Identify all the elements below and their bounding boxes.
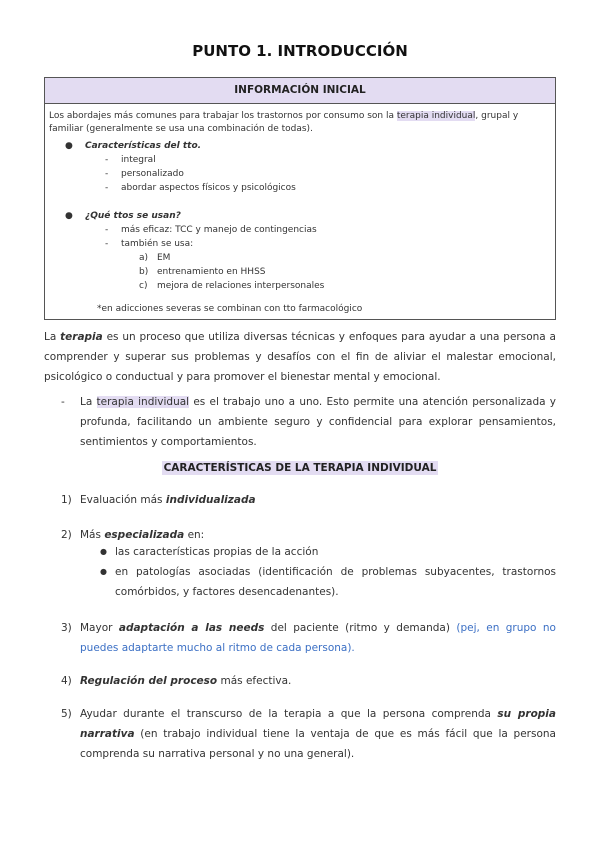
char-item: integral bbox=[121, 155, 156, 165]
list-item bbox=[80, 704, 556, 764]
list-item bbox=[80, 671, 556, 691]
terapia-paragraph bbox=[44, 327, 556, 387]
intro-highlight: terapia individual bbox=[396, 111, 476, 121]
sub-item: en patologías asociadas (identificación de problemas subyacentes, trastornos comórbidos, y factores desencadenantes). bbox=[115, 566, 556, 598]
item-text-end: (en trabajo individual tiene la ventaja de que es más fácil que la persona comprenda su narrativa personal y no una general). bbox=[80, 728, 556, 760]
intro-text: Los abordajes más comunes para trabajar los trastornos por consumo son la bbox=[49, 111, 397, 121]
item-text-end: en: bbox=[184, 529, 205, 541]
section-title bbox=[0, 462, 600, 474]
item-bold: individualizada bbox=[165, 494, 256, 506]
dash-text-end: es el trabajo uno a uno. Esto permite una atención personalizada y profunda, facilitando un ambiente seguro y confidencial para explorar pensamientos, sentimientos y comportamientos. bbox=[80, 396, 556, 448]
sub-letter: a) bbox=[139, 253, 149, 263]
individual-paragraph bbox=[80, 392, 556, 452]
para-text-end: es un proceso que utiliza diversas técnicas y enfoques para ayudar a una persona a comprender y superar sus problemas y desafíos con el fin de aliviar el malestar emocional, psicológico o conductual y para promover el bienestar mental y emocional. bbox=[44, 331, 556, 383]
bullet-dot-icon: ● bbox=[100, 567, 107, 576]
section-title-text: CARACTERÍSTICAS DE LA TERAPIA INDIVIDUAL bbox=[163, 462, 437, 474]
item-note-blue: (pej, en grupo no puedes adaptarte mucho al ritmo de cada persona). bbox=[80, 622, 556, 654]
sub-item: entrenamiento en HHSS bbox=[157, 267, 266, 277]
item-text-mid: del paciente (ritmo y demanda) bbox=[264, 622, 457, 634]
info-box-header: INFORMACIÓN INICIAL bbox=[45, 78, 555, 104]
item-number: 3) bbox=[61, 622, 72, 634]
item-bold: su propia narrativa bbox=[80, 708, 556, 740]
para-bold: terapia bbox=[60, 331, 103, 343]
list-item bbox=[80, 618, 556, 658]
item-text: Más bbox=[80, 529, 105, 541]
item-text: Ayudar durante el transcurso de la terapia a que la persona comprenda bbox=[80, 708, 498, 720]
dash-icon: - bbox=[105, 183, 109, 193]
dash-icon: - bbox=[105, 169, 109, 179]
char-item: personalizado bbox=[121, 169, 184, 179]
sub-letter: c) bbox=[139, 281, 148, 291]
item-bold: Regulación del proceso bbox=[80, 675, 218, 687]
item-bold: especializada bbox=[104, 529, 185, 541]
bullet-dot-icon: ● bbox=[65, 141, 73, 151]
dash-text: La bbox=[80, 396, 97, 408]
item-bold: adaptación a las needs bbox=[118, 622, 265, 634]
intro-text-end: , grupal y familiar (generalmente se usa una combinación de todas). bbox=[49, 111, 519, 134]
list-item bbox=[80, 490, 556, 510]
ttos-item: más eficaz: TCC y manejo de contingencias bbox=[121, 225, 317, 235]
dash-highlight: terapia individual bbox=[96, 396, 190, 408]
info-box bbox=[44, 77, 556, 320]
item-text: Evaluación más bbox=[80, 494, 166, 506]
dash-icon: - bbox=[61, 396, 65, 408]
info-note: *en adicciones severas se combinan con tto farmacológico bbox=[97, 304, 363, 314]
sub-item: las características propias de la acción bbox=[115, 546, 319, 558]
info-intro bbox=[49, 110, 553, 136]
dash-icon: - bbox=[105, 225, 109, 235]
dash-icon: - bbox=[105, 239, 109, 249]
item-number: 1) bbox=[61, 494, 72, 506]
para-text: La bbox=[44, 331, 61, 343]
ttos-title: ¿Qué ttos se usan? bbox=[85, 211, 181, 221]
char-item: abordar aspectos físicos y psicológicos bbox=[121, 183, 296, 193]
page-title: PUNTO 1. INTRODUCCIÓN bbox=[192, 42, 408, 60]
sub-item: mejora de relaciones interpersonales bbox=[157, 281, 325, 291]
bullet-dot-icon: ● bbox=[100, 547, 107, 556]
sub-item: EM bbox=[157, 253, 171, 263]
item-number: 2) bbox=[61, 529, 72, 541]
item-number: 4) bbox=[61, 675, 72, 687]
ttos-item: también se usa: bbox=[121, 239, 194, 249]
char-title: Características del tto. bbox=[85, 141, 202, 151]
item-text: Mayor bbox=[80, 622, 119, 634]
bullet-dot-icon: ● bbox=[65, 211, 73, 221]
dash-icon: - bbox=[105, 155, 109, 165]
item-text-end: más efectiva. bbox=[217, 675, 292, 687]
sub-letter: b) bbox=[139, 267, 149, 277]
item-number: 5) bbox=[61, 708, 72, 720]
